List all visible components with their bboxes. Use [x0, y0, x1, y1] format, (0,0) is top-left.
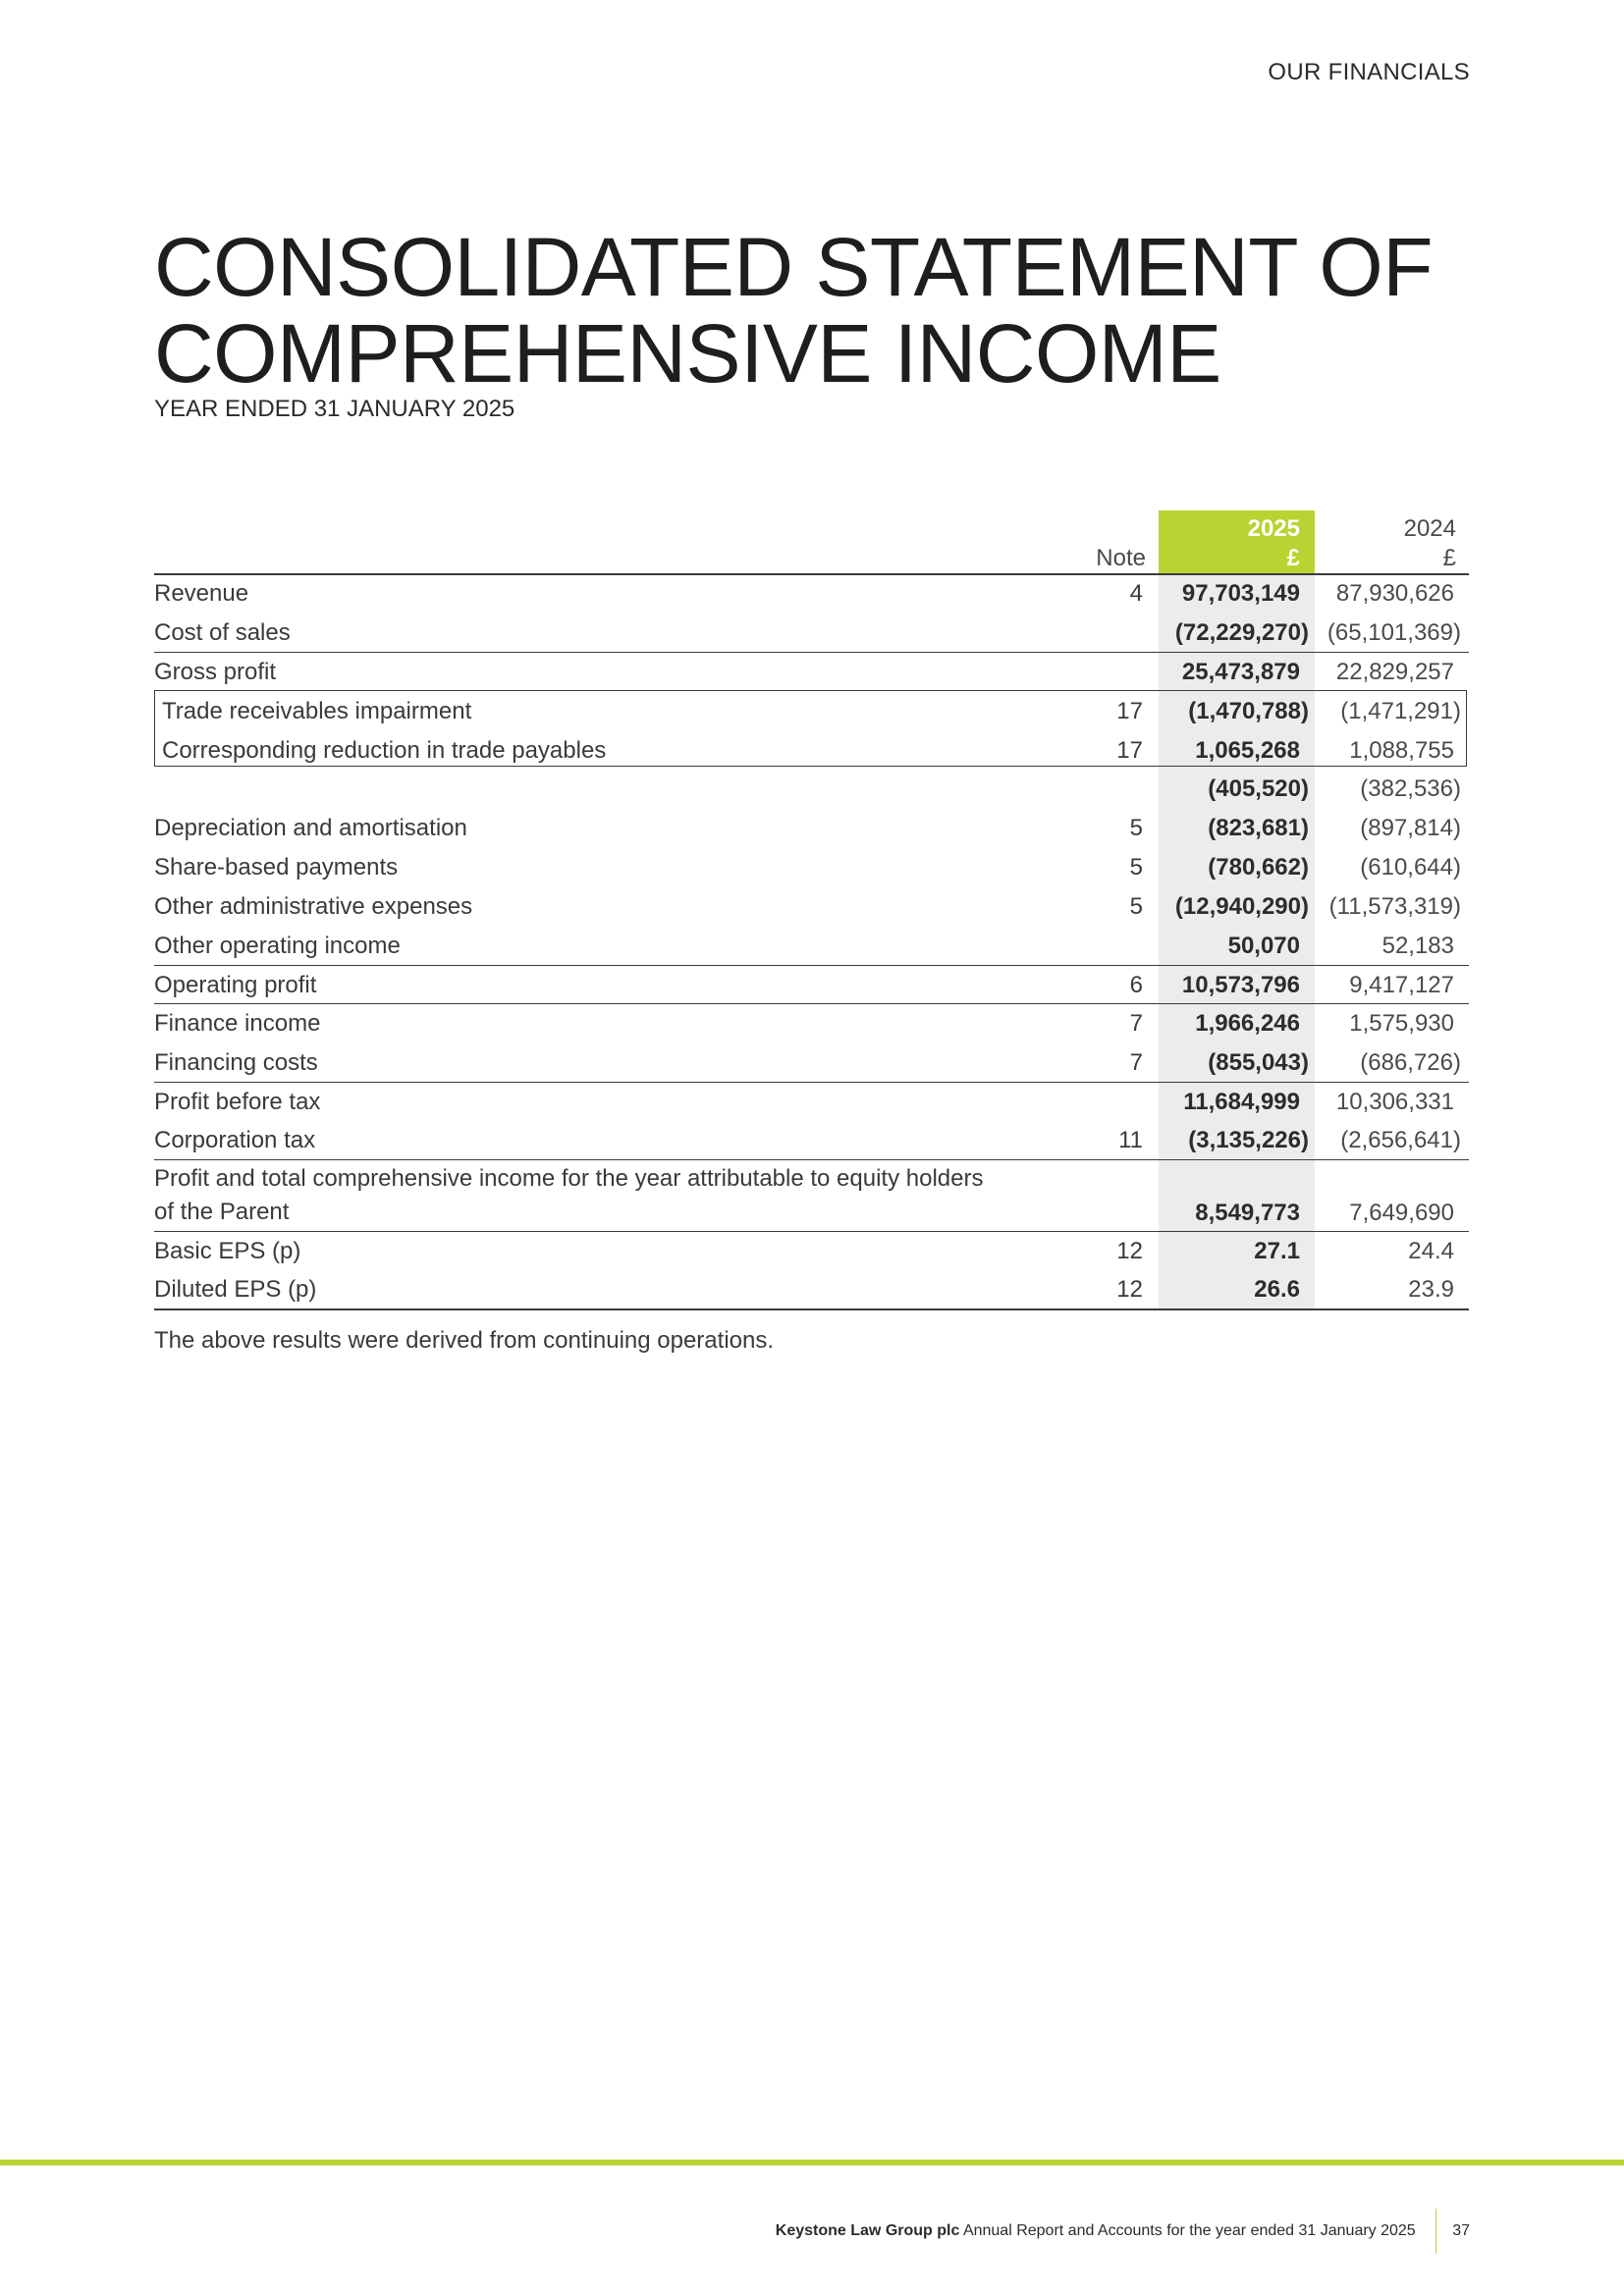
- row-value-2024: 23.9: [1408, 1276, 1454, 1303]
- table-row-corporation-tax: [154, 1121, 1469, 1160]
- prior-year-header: [1315, 514, 1456, 573]
- row-value-2025: 1,065,268: [1195, 737, 1300, 764]
- table-row-profit-total-comprehensive: [154, 1160, 1469, 1231]
- row-label: Gross profit: [154, 659, 277, 685]
- row-label: Share-based payments: [154, 854, 399, 881]
- row-value-2025: 1,966,246: [1195, 1010, 1300, 1037]
- table-row-operating-profit: [154, 966, 1469, 1005]
- table-row-share-based-payments: [154, 848, 1469, 887]
- footer-accent-line: [0, 2160, 1624, 2165]
- row-note: 7: [1129, 1049, 1143, 1076]
- footer-company: Keystone Law Group plc: [775, 2222, 960, 2240]
- row-value-2024: (65,101,369): [1326, 619, 1461, 646]
- row-label: Basic EPS (p): [154, 1238, 301, 1264]
- row-label: Corporation tax: [154, 1127, 316, 1153]
- row-value-2025: 11,684,999: [1183, 1089, 1300, 1115]
- row-label: Corresponding reduction in trade payables: [162, 737, 607, 764]
- row-label: [154, 1162, 983, 1229]
- page-subtitle: YEAR ENDED 31 JANUARY 2025: [154, 396, 515, 422]
- table-row-gross-profit: [154, 653, 1469, 692]
- row-value-2024: 7,649,690: [1349, 1200, 1454, 1226]
- row-value-2024: 9,417,127: [1349, 972, 1454, 998]
- row-note: 4: [1129, 580, 1143, 607]
- row-label: Finance income: [154, 1010, 321, 1037]
- table-row-profit-before-tax: [154, 1083, 1469, 1122]
- row-note: 6: [1129, 972, 1143, 998]
- row-label: Depreciation and amortisation: [154, 815, 467, 841]
- footer-report-title: Annual Report and Accounts for the year ended 31 January 2025: [962, 2222, 1416, 2240]
- row-value-2024: (897,814): [1360, 815, 1461, 841]
- row-value-2025: 27.1: [1254, 1238, 1300, 1264]
- table-row-trade-payables-reduction: [154, 731, 1469, 771]
- row-value-2024: 1,088,755: [1349, 737, 1454, 764]
- table-row-depreciation: [154, 809, 1469, 848]
- row-label-line-1: Profit and total comprehensive income for the year attributable to equity holders: [154, 1165, 984, 1192]
- row-label: Trade receivables impairment: [162, 698, 472, 724]
- row-value-2025: (780,662): [1208, 854, 1309, 881]
- row-note: 5: [1129, 815, 1143, 841]
- row-note: 11: [1118, 1127, 1143, 1153]
- row-value-2025: (855,043): [1208, 1049, 1309, 1076]
- row-value-2024: (382,536): [1360, 775, 1461, 802]
- prior-year-label: 2024: [1403, 515, 1456, 542]
- row-value-2024: (1,471,291): [1340, 698, 1461, 724]
- row-value-2024: 24.4: [1408, 1238, 1454, 1264]
- table-row-other-operating-income: [154, 927, 1469, 966]
- table-footnote: The above results were derived from continuing operations.: [154, 1327, 775, 1354]
- row-value-2024: 10,306,331: [1335, 1089, 1454, 1115]
- section-label: OUR FINANCIALS: [1268, 59, 1470, 85]
- row-note: 7: [1129, 1010, 1143, 1037]
- row-value-2025: (3,135,226): [1188, 1127, 1309, 1153]
- table-row-finance-income: [154, 1004, 1469, 1043]
- row-value-2024: 52,183: [1381, 933, 1454, 959]
- row-value-2025: 10,573,796: [1181, 972, 1300, 998]
- row-note: 17: [1116, 737, 1143, 764]
- row-note: 5: [1129, 854, 1143, 881]
- table-row-net-impairment: [154, 770, 1469, 809]
- row-note: 12: [1116, 1276, 1143, 1303]
- footer-separator: [1435, 2209, 1437, 2254]
- row-label: Profit before tax: [154, 1089, 321, 1115]
- table-row-diluted-eps: [154, 1270, 1469, 1309]
- row-value-2024: (11,573,319): [1328, 893, 1461, 920]
- table-row-basic-eps: [154, 1232, 1469, 1271]
- row-value-2024: (2,656,641): [1340, 1127, 1461, 1153]
- row-note: 12: [1116, 1238, 1143, 1264]
- row-value-2024: (610,644): [1360, 854, 1461, 881]
- prior-year-unit: £: [1442, 545, 1456, 571]
- row-value-2025: 97,703,149: [1181, 580, 1300, 607]
- row-value-2025: 25,473,879: [1181, 659, 1300, 685]
- row-value-2024: 22,829,257: [1335, 659, 1454, 685]
- row-label: Other operating income: [154, 933, 401, 959]
- row-value-2025: 50,070: [1227, 933, 1300, 959]
- row-value-2025: (72,229,270): [1174, 619, 1309, 646]
- row-value-2025: 8,549,773: [1195, 1200, 1300, 1226]
- row-label: Diluted EPS (p): [154, 1276, 317, 1303]
- row-value-2025: (823,681): [1208, 815, 1309, 841]
- table-row-revenue: [154, 574, 1469, 614]
- row-label: Other administrative expenses: [154, 893, 473, 920]
- title-line-1: CONSOLIDATED STATEMENT OF: [154, 221, 1434, 313]
- row-label: Operating profit: [154, 972, 317, 998]
- page-number: 37: [1452, 2222, 1470, 2240]
- table-row-cost-of-sales: [154, 614, 1469, 653]
- current-year-label: 2025: [1247, 515, 1300, 542]
- row-note: 17: [1116, 698, 1143, 724]
- table-row-other-admin-expenses: [154, 887, 1469, 927]
- current-year-header: [1159, 514, 1300, 573]
- row-value-2025: (1,470,788): [1188, 698, 1309, 724]
- table-row-trade-receivables-impairment: [154, 692, 1469, 731]
- row-value-2025: (405,520): [1208, 775, 1309, 802]
- page-footer: [776, 2209, 1470, 2242]
- row-value-2025: (12,940,290): [1174, 893, 1309, 920]
- row-note: 5: [1129, 893, 1143, 920]
- page-title: [154, 221, 1470, 400]
- table-row-financing-costs: [154, 1043, 1469, 1083]
- row-value-2025: 26.6: [1254, 1276, 1300, 1303]
- row-label: Revenue: [154, 580, 249, 607]
- row-label: Cost of sales: [154, 619, 291, 646]
- title-line-2: COMPREHENSIVE INCOME: [154, 307, 1221, 400]
- note-column-header: Note: [1096, 545, 1146, 571]
- row-value-2024: 1,575,930: [1349, 1010, 1454, 1037]
- row-value-2024: (686,726): [1360, 1049, 1461, 1076]
- row-value-2024: 87,930,626: [1335, 580, 1454, 607]
- row-label: Financing costs: [154, 1049, 318, 1076]
- row-label-line-2: of the Parent: [154, 1199, 290, 1225]
- current-year-unit: £: [1286, 545, 1300, 571]
